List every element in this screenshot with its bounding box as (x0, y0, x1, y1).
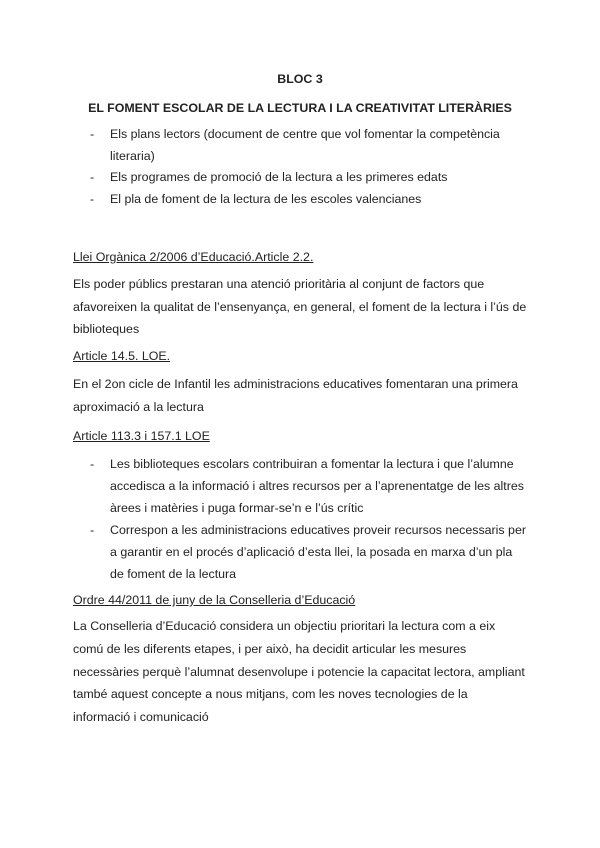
article-113-list (73, 453, 528, 585)
list-item: - Els plans lectors (document de centre que vol fomentar la competència literaria) (73, 124, 528, 167)
section-text-article-14: En el 2on cicle de Infantil les administracions educatives fomentaran una primera aproximació a la lectura (73, 377, 518, 414)
list-item: - Correspon a les administracions educatives proveir recursos necessaris per a garantir en el procés d’aplicació d’esta llei, la posada en marxa d’un pla de foment de la lectura (73, 519, 528, 585)
bloc-label: BLOC 3 (277, 72, 323, 86)
intro-list (73, 124, 528, 210)
section-heading-llei: Llei Orgànica 2/2006 d’Educació.Article 2.2. (73, 250, 314, 264)
section-heading-ordre: Ordre 44/2011 de juny de la Conselleria d’Educació (73, 593, 356, 607)
section-heading-article-14: Article 14.5. LOE. (73, 349, 171, 363)
page-title: EL FOMENT ESCOLAR DE LA LECTURA I LA CREATIVITAT LITERÀRIES (88, 101, 512, 115)
section-heading-article-113: Article 113.3 i 157.1 LOE (73, 429, 210, 443)
section-text-ordre: La Conselleria d’Educació considera un objectiu prioritari la lectura com a eix comú de les diferents etapes, i per això, ha decidit articular les mesures necessàries perquè l’alumnat desenvolupe i potencie la capacitat lectora, ampliant també aquest concepte a nous mitjans, com les noves tecnologies de la informació i comunicació (73, 619, 525, 725)
list-item: - Els programes de promoció de la lectura a les primeres edats (73, 167, 528, 189)
list-item: - Les biblioteques escolars contribuiran a fomentar la lectura i que l’alumne accedisca a la informació i altres recursos per a l’aprenentatge de les altres àrees i matèries i puga formar-se’n e l’ús crític (73, 453, 528, 519)
section-text-llei: Els poder públics prestaran una atenció prioritària al conjunt de factors que afavoreixen la qualitat de l’ensenyança, en general, el foment de la lectura i l’ús de biblioteques (73, 277, 527, 336)
list-item: - El pla de foment de la lectura de les escoles valencianes (73, 189, 528, 211)
